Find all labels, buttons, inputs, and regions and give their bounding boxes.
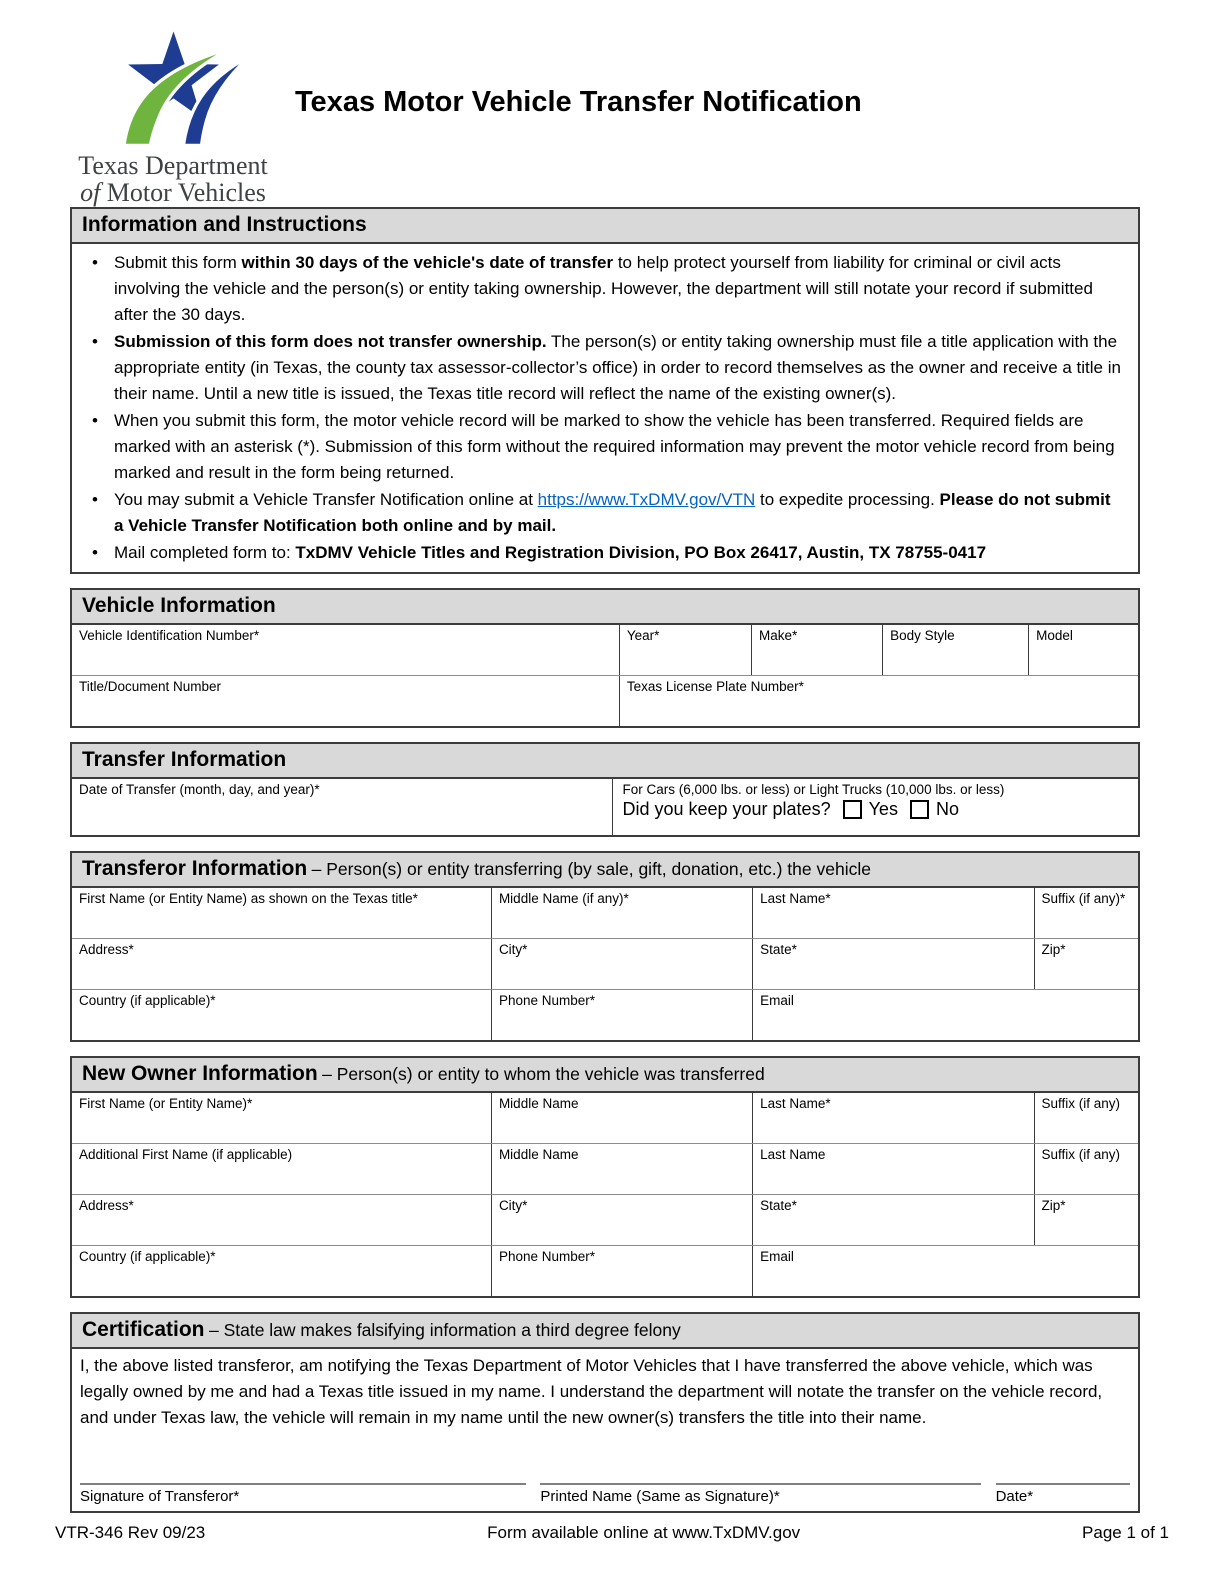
field-label: Last Name (760, 1147, 826, 1162)
instructions-title: Information and Instructions (82, 213, 367, 236)
date-line[interactable] (996, 1483, 1130, 1485)
field-middle-name[interactable] (491, 1144, 752, 1194)
bullet-text: to expedite processing. (755, 490, 940, 509)
field-texas-license-plate-number[interactable] (619, 676, 1138, 726)
logo-org-name (68, 152, 278, 206)
field-label: Make* (759, 628, 798, 643)
field-first-name-or-entity-name-as-shown-on-the-texas-[interactable] (72, 888, 491, 938)
signature-of-transferor-block (80, 1483, 526, 1505)
bullet-text: to help protect yourself from liability for criminal or civil acts involving the vehicle and the person(s) or entity taking ownership. However, the department will still notate your record if submitted after the 30 days. (114, 253, 1093, 324)
field-row (72, 675, 1138, 726)
field-label: Body Style (890, 628, 955, 643)
bullet-text: The person(s) or entity taking ownership must file a title application with the appropriate entity (in Texas, the county tax assessor-collector’s office) in order to record themselves as the owner and receive a title in their name. Until a new title is issued, the Texas title record will reflect the name of the existing owner(s). (114, 332, 1121, 403)
plates-no-checkbox[interactable] (910, 800, 929, 819)
certification-subtitle: – State law makes falsifying information a third degree felony (208, 1320, 681, 1340)
bullet-text-bold: TxDMV Vehicle Titles and Registration Division, PO Box 26417, Austin, TX 78755-0417 (295, 543, 987, 562)
field-make[interactable] (751, 625, 882, 675)
vtn-link[interactable]: https://www.TxDMV.gov/VTN (537, 490, 756, 509)
field-label: Title/Document Number (79, 679, 222, 694)
field-label: First Name (or Entity Name) as shown on the Texas title* (79, 891, 418, 906)
field-address[interactable] (72, 1195, 491, 1245)
field-label: Country (if applicable)* (79, 1249, 216, 1264)
bullet-text: Mail completed form to: (114, 543, 296, 562)
field-last-name[interactable] (752, 888, 1033, 938)
vehicle-fields (72, 625, 1138, 726)
new-owner-title: New Owner Information (82, 1062, 318, 1085)
field-row (72, 625, 1138, 675)
field-label: Last Name* (760, 1096, 831, 1111)
new-owner-fields (72, 1093, 1138, 1296)
field-phone-number[interactable] (491, 1246, 752, 1296)
field-label: Email (760, 993, 794, 1008)
instruction-bullet (114, 329, 1124, 407)
field-label: City* (498, 942, 528, 957)
field-label: Middle Name (498, 1147, 579, 1162)
field-middle-name-if-any[interactable] (491, 888, 752, 938)
certification-spacer (72, 1433, 1138, 1483)
field-row (72, 888, 1138, 938)
field-middle-name[interactable] (491, 1093, 752, 1143)
field-label: Middle Name (498, 1096, 579, 1111)
transfer-fields (72, 779, 1138, 835)
bullet-text-bold: Submission of this form does not transfer ownership. (114, 332, 547, 351)
transferor-subtitle: – Person(s) or entity transferring (by sale, gift, donation, etc.) the vehicle (311, 859, 871, 879)
field-label: Date of Transfer (month, day, and year)* (79, 782, 320, 797)
field-label: Last Name* (760, 891, 831, 906)
logo-org-line2-of: of (80, 178, 101, 207)
field-model[interactable] (1028, 625, 1138, 675)
vehicle-title: Vehicle Information (82, 594, 276, 617)
field-label: Address* (79, 942, 134, 957)
plates-yes-label: Yes (868, 799, 898, 819)
instruction-bullet (114, 540, 1124, 566)
bullet-text: You may submit a Vehicle Transfer Notification online at (114, 490, 538, 509)
certification-title: Certification (82, 1318, 205, 1341)
certification-statement: I, the above listed transferor, am notifying the Texas Department of Motor Vehicles that I have transferred the above vehicle, which was legally owned by me and had a Texas title issued in my name. I understand the department will notate the transfer on the vehicle record, and under Texas law, the vehicle will remain in my name until the new owner(s) transfers the title into their name. (80, 1356, 1103, 1427)
field-email[interactable] (752, 1246, 1138, 1296)
field-label: Email (760, 1249, 794, 1264)
field-label: Suffix (if any) (1041, 1147, 1121, 1162)
vehicle-header (72, 590, 1138, 625)
field-label: Zip* (1041, 942, 1066, 957)
instruction-bullet (114, 487, 1124, 539)
printed-name-block (540, 1483, 981, 1505)
field-last-name[interactable] (752, 1093, 1033, 1143)
printed-name-label: Printed Name (Same as Signature)* (540, 1488, 780, 1505)
field-year[interactable] (619, 625, 751, 675)
field-first-name-or-entity-name[interactable] (72, 1093, 491, 1143)
page-footer (55, 1523, 1169, 1543)
field-row (72, 1245, 1138, 1296)
field-zip[interactable] (1034, 939, 1138, 989)
field-phone-number[interactable] (491, 990, 752, 1040)
new-owner-header (72, 1058, 1138, 1093)
field-vehicle-identification-number[interactable] (72, 625, 619, 675)
section-vehicle-information (70, 588, 1140, 728)
field-suffix-if-any[interactable] (1034, 1144, 1138, 1194)
field-zip[interactable] (1034, 1195, 1138, 1245)
instructions-list (72, 244, 1138, 572)
section-certification (70, 1312, 1140, 1513)
field-label: State* (760, 1198, 797, 1213)
transferor-title: Transferor Information (82, 857, 308, 880)
txdmv-star-icon (91, 20, 256, 152)
instruction-bullet (114, 408, 1124, 486)
field-row (72, 938, 1138, 989)
field-label: Suffix (if any)* (1041, 891, 1126, 906)
field-country-if-applicable[interactable] (72, 1246, 491, 1296)
field-additional-first-name-if-applicable[interactable] (72, 1144, 491, 1194)
transferor-header (72, 853, 1138, 888)
field-city[interactable] (491, 939, 752, 989)
field-label: Phone Number* (498, 1249, 595, 1264)
field-country-if-applicable[interactable] (72, 990, 491, 1040)
field-state[interactable] (752, 1195, 1033, 1245)
instructions-header (72, 209, 1138, 244)
signature-of-transferor-line[interactable] (80, 1483, 526, 1485)
field-email[interactable] (752, 990, 1138, 1040)
field-label: Address* (79, 1198, 134, 1213)
plates-question: Did you keep your plates? (622, 799, 831, 819)
plates-note: For Cars (6,000 lbs. or less) or Light Trucks (10,000 lbs. or less) (622, 782, 1005, 797)
page-number: Page 1 of 1 (1082, 1523, 1169, 1542)
field-row (72, 989, 1138, 1040)
page-title: Texas Motor Vehicle Transfer Notification (295, 86, 862, 118)
field-label: Model (1036, 628, 1073, 643)
field-label: Texas License Plate Number* (626, 679, 804, 694)
field-label: Suffix (if any) (1041, 1096, 1121, 1111)
plates-yes-checkbox[interactable] (843, 800, 862, 819)
field-label: Year* (626, 628, 660, 643)
signature-of-transferor-label: Signature of Transferor* (80, 1488, 240, 1505)
field-address[interactable] (72, 939, 491, 989)
field-label: Middle Name (if any)* (498, 891, 629, 906)
field-label: Phone Number* (498, 993, 595, 1008)
field-label: Vehicle Identification Number* (79, 628, 260, 643)
logo-org-line2-rest: Motor Vehicles (100, 178, 266, 207)
field-title-document-number[interactable] (72, 676, 619, 726)
section-transferor-information (70, 851, 1140, 1042)
plates-cell (612, 779, 1138, 835)
bullet-text-bold: Please do not submit a Vehicle Transfer Notification both online and by mail. (114, 490, 1111, 535)
field-row (72, 1093, 1138, 1143)
field-row (72, 1194, 1138, 1245)
section-instructions (70, 207, 1140, 574)
date-label: Date* (995, 1488, 1034, 1505)
plates-no-label: No (935, 799, 959, 819)
plates-question-row (622, 799, 1129, 820)
form-content (70, 207, 1140, 1513)
section-new-owner-information (70, 1056, 1140, 1298)
signature-row (72, 1483, 1138, 1511)
new-owner-subtitle: – Person(s) or entity to whom the vehicle was transferred (322, 1064, 765, 1084)
field-label: First Name (or Entity Name)* (79, 1096, 253, 1111)
field-suffix-if-any[interactable] (1034, 888, 1138, 938)
date-block (996, 1483, 1130, 1505)
field-row (72, 1143, 1138, 1194)
bullet-text: Submit this form (114, 253, 242, 272)
bullet-text-bold: within 30 days of the vehicle's date of transfer (241, 253, 614, 272)
form-number: VTR-346 Rev 09/23 (55, 1523, 206, 1542)
logo-org-line1: Texas Department (78, 151, 268, 180)
field-label: Zip* (1041, 1198, 1066, 1213)
field-label: Country (if applicable)* (79, 993, 216, 1008)
field-last-name[interactable] (752, 1144, 1033, 1194)
field-city[interactable] (491, 1195, 752, 1245)
bullet-text: When you submit this form, the motor vehicle record will be marked to show the vehicle has been transferred. Required fields are marked with an asterisk (*). Submission of this form without the required information may prevent the motor vehicle record from being marked and result in the form being returned. (114, 411, 1115, 482)
field-state[interactable] (752, 939, 1033, 989)
instruction-bullet (114, 250, 1124, 328)
form-header (0, 0, 1224, 207)
transfer-title: Transfer Information (82, 748, 287, 771)
transferor-fields (72, 888, 1138, 1040)
certification-header (72, 1314, 1138, 1349)
field-label: City* (498, 1198, 528, 1213)
printed-name-line[interactable] (540, 1483, 981, 1485)
field-body-style[interactable] (882, 625, 1028, 675)
section-transfer-information (70, 742, 1140, 837)
field-label: Additional First Name (if applicable) (79, 1147, 293, 1162)
footer-availability-note: Form available online at www.TxDMV.gov (487, 1523, 801, 1542)
field-date-of-transfer[interactable] (72, 779, 612, 835)
field-label: State* (760, 942, 797, 957)
field-suffix-if-any[interactable] (1034, 1093, 1138, 1143)
transfer-header (72, 744, 1138, 779)
txdmv-logo (68, 20, 278, 206)
